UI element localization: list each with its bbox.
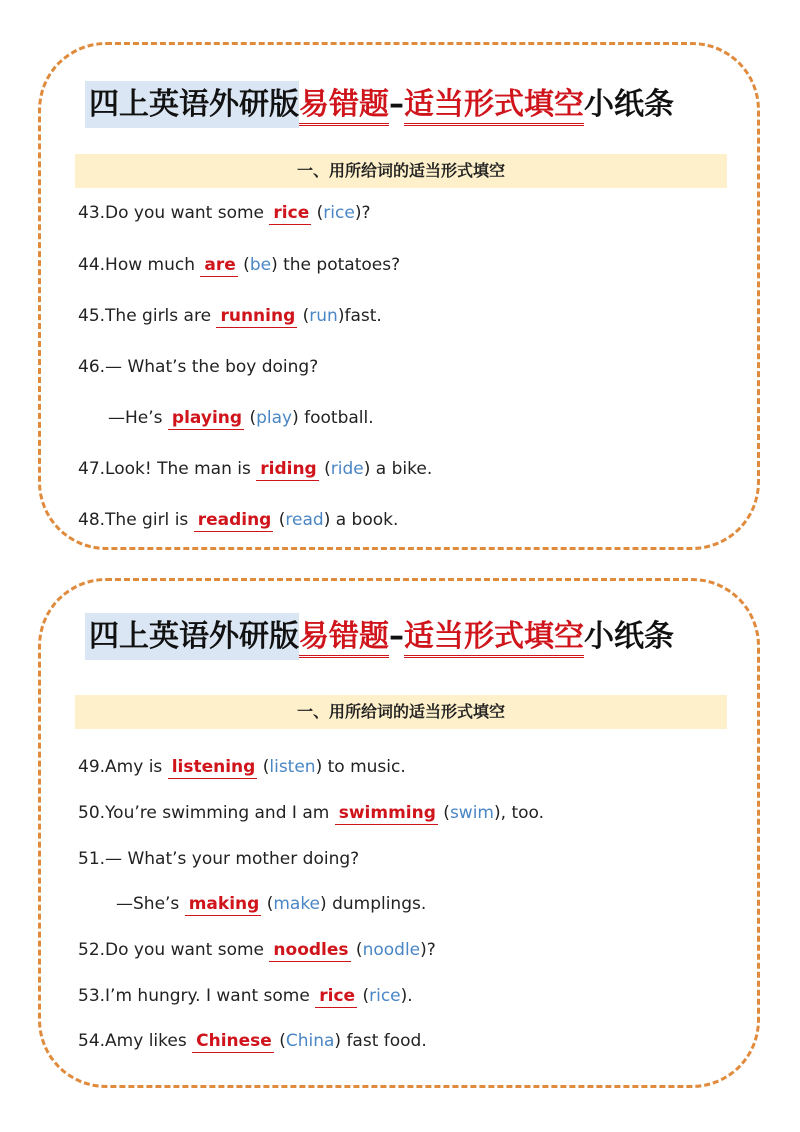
answer-text: noodles (269, 940, 350, 962)
answer-text: reading (194, 510, 274, 532)
question-item: 47.Look! The man is riding (ride) a bike. (78, 459, 433, 479)
hint-word: run (309, 306, 338, 326)
question-item: —He’s playing (play) football. (108, 408, 374, 428)
question-item: —She’s making (make) dumplings. (116, 894, 427, 914)
answer-text: making (185, 894, 262, 916)
hint-word: rice (369, 986, 401, 1006)
hint-word: swim (449, 803, 494, 823)
title-part-tail: 小纸条 (584, 87, 674, 122)
answer-text: running (216, 306, 297, 328)
hint-word: read (285, 510, 324, 530)
question-item: 50.You’re swimming and I am swimming (swim), too. (78, 803, 545, 823)
section-heading: 一、用所给词的适当形式填空 (75, 695, 727, 729)
question-item: 44.How much are (be) the potatoes? (78, 255, 401, 275)
hint-word: play (256, 408, 293, 428)
hint-word: China (285, 1031, 335, 1051)
hint-word: rice (323, 203, 355, 223)
question-item: 51.— What’s your mother doing? (78, 849, 360, 869)
title-part-red: 适当形式填空 (404, 619, 584, 658)
title-part-red: 适当形式填空 (404, 87, 584, 126)
answer-text: playing (168, 408, 244, 430)
title-dash: – (389, 619, 404, 654)
title-part-black: 四上英语外研版 (85, 81, 299, 128)
answer-text: are (200, 255, 237, 277)
answer-text: rice (269, 203, 311, 225)
question-item: 46.— What’s the boy doing? (78, 357, 319, 377)
worksheet-card-2 (38, 578, 760, 1088)
hint-word: ride (330, 459, 364, 479)
answer-text: rice (315, 986, 357, 1008)
hint-word: listen (269, 757, 316, 777)
title-part-red: 易错题 (299, 619, 389, 658)
title-part-red: 易错题 (299, 87, 389, 126)
question-item: 43.Do you want some rice (rice)? (78, 203, 371, 223)
title-part-tail: 小纸条 (584, 619, 674, 654)
card-title (85, 79, 674, 123)
answer-text: swimming (335, 803, 438, 825)
worksheet-card-1 (38, 42, 760, 550)
hint-word: make (273, 894, 321, 914)
question-item: 54.Amy likes Chinese (China) fast food. (78, 1031, 427, 1051)
answer-text: listening (168, 757, 258, 779)
hint-word: noodle (362, 940, 421, 960)
question-item: 53.I’m hungry. I want some rice (rice). (78, 986, 413, 1006)
title-dash: – (389, 87, 404, 122)
hint-word: be (249, 255, 272, 275)
title-part-black: 四上英语外研版 (85, 613, 299, 660)
answer-text: Chinese (192, 1031, 274, 1053)
question-item: 48.The girl is reading (read) a book. (78, 510, 399, 530)
question-item: 49.Amy is listening (listen) to music. (78, 757, 406, 777)
question-item: 52.Do you want some noodles (noodle)? (78, 940, 436, 960)
card-title (85, 611, 674, 655)
answer-text: riding (256, 459, 318, 481)
section-heading: 一、用所给词的适当形式填空 (75, 154, 727, 188)
question-item: 45.The girls are running (run)fast. (78, 306, 382, 326)
